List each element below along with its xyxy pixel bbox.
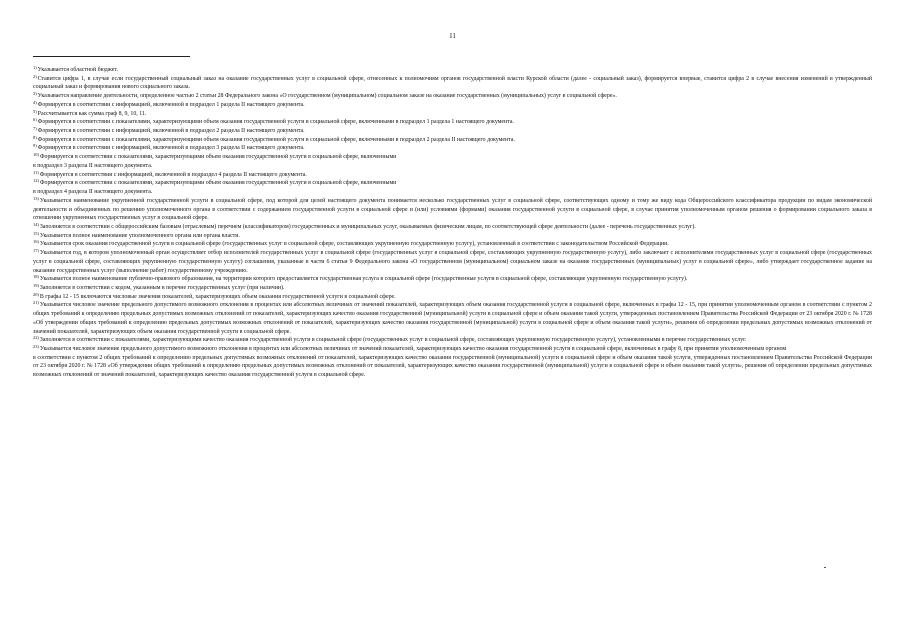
footnote (33, 197, 872, 223)
footnote-number: 16) (33, 239, 39, 245)
footnote-number: 5) (33, 108, 37, 114)
footnote (33, 110, 872, 119)
footnote (33, 75, 872, 92)
footnote (33, 336, 872, 345)
footnote-number: 20) (33, 291, 39, 297)
footnote-number: 7) (33, 126, 37, 132)
footnote (33, 118, 872, 127)
footnote-text: Ставится цифра 1, в случае если государственный социальный заказ на оказание государственных услуг в социальной сфере, отнесенных к полномочиям органов государственной власти Курской области (далее - социальный заказ), формируется впервые, ставится цифра 2 в случае внесения изменений в утвержденный социальный заказ и формирования нового социального заказа. (33, 75, 872, 91)
footnote-text: Указывается числовое значение предельного допустимого возможного отклонения в процентах или абсолютных величинах от значений показателей, характеризующих объем оказания государственной услуги в социальной сфере, включенных в графы 12 - 15, при принятии уполномоченным органом в соответствии с пунктом 2 общих требований к определению предельных допустимых возможных отклонений от показателей, характеризующих качество оказания государственной (муниципальной) услуги в социальной сфере и объем оказания такой услуги, утвержденных постановлением Правительства Российской Федерации от 23 октября 2020 г. № 1728 «Об утверждении общих требований к определению предельных допустимых возможных отклонений от показателей, характеризующих качество оказания государственной (муниципальной) услуги в социальной сфере и объем оказания такой услуги», решения об определении предельных допустимых возможных отклонений от значений показателей, характеризующих объем оказания государственной услуги в социальной сфере. (33, 302, 872, 335)
footnote-number: 15) (33, 230, 39, 236)
footnote-number: 22) (33, 335, 39, 341)
footnote-text: Указывается полное наименование публично-правового образования, на территории которого предоставляется государственная услуга в социальной сфере (государственные услуги в социальной сфере, составляющие укрупненную государственную услугу). (39, 276, 688, 283)
footnote-number: 12) (33, 178, 39, 184)
footnote-text: Формируется в соответствии с показателями, характеризующими объем оказания государственной услуги в социальной сфере, включенными (39, 180, 397, 187)
footnote (33, 171, 872, 180)
footnote-separator (33, 56, 190, 57)
footnote-number: 10) (33, 152, 39, 158)
footnote (33, 223, 872, 232)
footnote (33, 249, 872, 275)
footnote-text: Формируется в соответствии с информацией, включенной в подраздел 2 раздела II настоящего документа. (37, 128, 305, 135)
footnote-text: Указывается областной бюджет. (37, 67, 118, 73)
footnote (33, 275, 872, 284)
footnote (33, 301, 872, 336)
footnote-text: Формируется в соответствии с показателями, характеризующими объем оказания государственной услуги в социальной сфере, включенными (39, 154, 397, 161)
footnote-number: 1) (33, 65, 37, 70)
footnote (33, 284, 872, 293)
footnote (33, 232, 872, 241)
footnote-text: Указывается год, в котором уполномоченный орган осуществляет отбор исполнителей государственных услуг в социальной сфере (государственных услуг в социальной сфере, составляющих укрупненную государственную услугу), либо заключает с исполнителями государственных услуг в социальной сфере (государственных услуг в социальной сфере, составляющих укрупненную государственную услугу) соглашения, указанные в части 6 статьи 9 Федерального закона «О государственном (муниципальном) социальном заказе на оказание государственных (муниципальных) услуг в социальной сфере», либо утверждает государственное задание на оказание государственных услуг (выполнение работ) государственному учреждению. (33, 250, 872, 274)
footnote (33, 153, 872, 162)
footnote-text: Формируется в соответствии с информацией, включенной в подраздел 1 раздела II настоящего документа. (37, 101, 305, 108)
footnote (33, 240, 872, 249)
footnote (33, 144, 872, 153)
footnote-continuation: в соответствии с пунктом 2 общих требований к определению предельных допустимых возможных отклонений от показателей, характеризующих качество оказания государственной (муниципальной) услуги в социальной сфере и объем оказания такой услуги, утвержденных постановлением Правительства Российской Федерации от 23 октября 2020 г. № 1728 «Об утверждении общих требований к определению предельных допустимых возможных отклонений от показателей, характеризующих качество оказания государственной (муниципальной) услуги в социальной сфере и объем оказания такой услуги», решения об определении предельных допустимых возможных отклонений от значений показателей, характеризующих качество оказания государственной услуги в социальной сфере. (33, 354, 872, 379)
footnote (33, 127, 872, 136)
footnote-number: 6) (33, 117, 37, 123)
footnote-number: 14) (33, 221, 39, 227)
footnote-number: 21) (33, 300, 39, 306)
footnote-number: 17) (33, 248, 39, 254)
footnotes-list (33, 66, 872, 380)
footnote-text: Указывается направление деятельности, определенное частью 2 статьи 28 Федерального закона «О государственном (муниципальном) социальном заказе на оказание государственных (муниципальных) услуг в социальной сфере». (37, 93, 617, 100)
footnote-text: Указывается наименование укрупненной государственной услуги в социальной сфере, под которой для целей настоящего документа понимается несколько государственных услуг в социальной сфере, соответствующих одному и тому же виду кода Общероссийского классификатора продукции по видам экономической деятельности и объединенных по решению уполномоченного органа в соответствии с содержанием государственной услуги в социальной сфере и (или) условиями (формами) оказания государственной услуги в социальной сфере, в случае принятия уполномоченным органом решения о формировании социального заказа в отношении укрупненных государственных услуг в социальной сфере. (33, 197, 872, 222)
footnote-number: 23) (33, 344, 39, 349)
footnote-number: 8) (33, 134, 37, 140)
footnote-number: 3) (33, 91, 37, 97)
footnote-text: Указывается полное наименование уполномоченного органа или органа власти. (39, 232, 240, 239)
scan-dot (824, 567, 826, 568)
footnote-number: 13) (33, 195, 39, 201)
footnote-text: Заполняется в соответствии с показателями, характеризующими качество оказания государственной услуги в социальной сфере (государственных услуг в социальной сфере, составляющих укрупненную государственную услугу), установленными в перечне государственных услуг. (39, 337, 747, 344)
footnote (33, 101, 872, 110)
footnote (33, 293, 872, 302)
footnote-continuation: в подраздел 3 раздела II настоящего документа. (33, 162, 153, 169)
footnote-text: Формируется в соответствии с информацией, включенной в подраздел 3 раздела II настоящего документа. (37, 145, 305, 152)
footnote-text: В графы 12 - 15 включаются числовые значения показателей, характеризующих объем оказания государственной услуги в социальной сфере. (39, 293, 396, 300)
footnote (33, 136, 872, 145)
footnote-text: Рассчитывается как сумма граф 8, 9, 10, 11. (37, 110, 147, 117)
footnote (33, 92, 872, 101)
footnote-number: 11) (33, 169, 39, 175)
footnote-text: Формируется в соответствии с показателями, характеризующими объем оказания государственной услуги в социальной сфере, включенными в подраздел 2 раздела II настоящего документа. (37, 136, 515, 143)
footnote-text: Указывается числовое значение предельного допустимого возможного отклонения в процентах или абсолютных величинах от значений показателей, характеризующих качество оказания государственной услуги в социальной сфере, включенных в графу 8, при принятии уполномоченным органом (39, 346, 787, 352)
footnote-text: Указывается срок оказания государственной услуги в социальной сфере (государственных услуг в социальной сфере, составляющих укрупненную государственную услугу), установленный в соответствии с законодательством Российской Федерации. (39, 241, 669, 248)
footnote-text: Формируется в соответствии с информацией, включенной в подраздел 4 раздела II настоящего документа. (39, 171, 307, 178)
footnote-number: 2) (33, 73, 37, 79)
footnote-continuation: в подраздел 4 раздела II настоящего документа. (33, 189, 153, 196)
footnote-number: 18) (33, 274, 39, 280)
footnote-text: Заполняется в соответствии с общероссийским базовым (отраслевым) перечнем (классификатором) государственных и муниципальных услуг, оказываемых физическим лицам, по соответствующей сфере деятельности (далее - перечень государственных услуг). (39, 223, 696, 230)
footnote (33, 179, 872, 188)
footnote (33, 345, 872, 354)
footnote-number: 4) (33, 99, 37, 105)
footnote (33, 66, 872, 75)
footnote-text: Формируется в соответствии с показателями, характеризующими объем оказания государственной услуги в социальной сфере, включенными в подраздел 1 раздела 1 настоящего документа. (37, 119, 514, 126)
footnote-number: 19) (33, 282, 39, 288)
page-number: 11 (449, 32, 456, 40)
footnote-text: Заполняется в соответствии с кодом, указанным в перечне государственных услуг (при наличии). (39, 284, 285, 291)
footnote-number: 9) (33, 143, 37, 149)
